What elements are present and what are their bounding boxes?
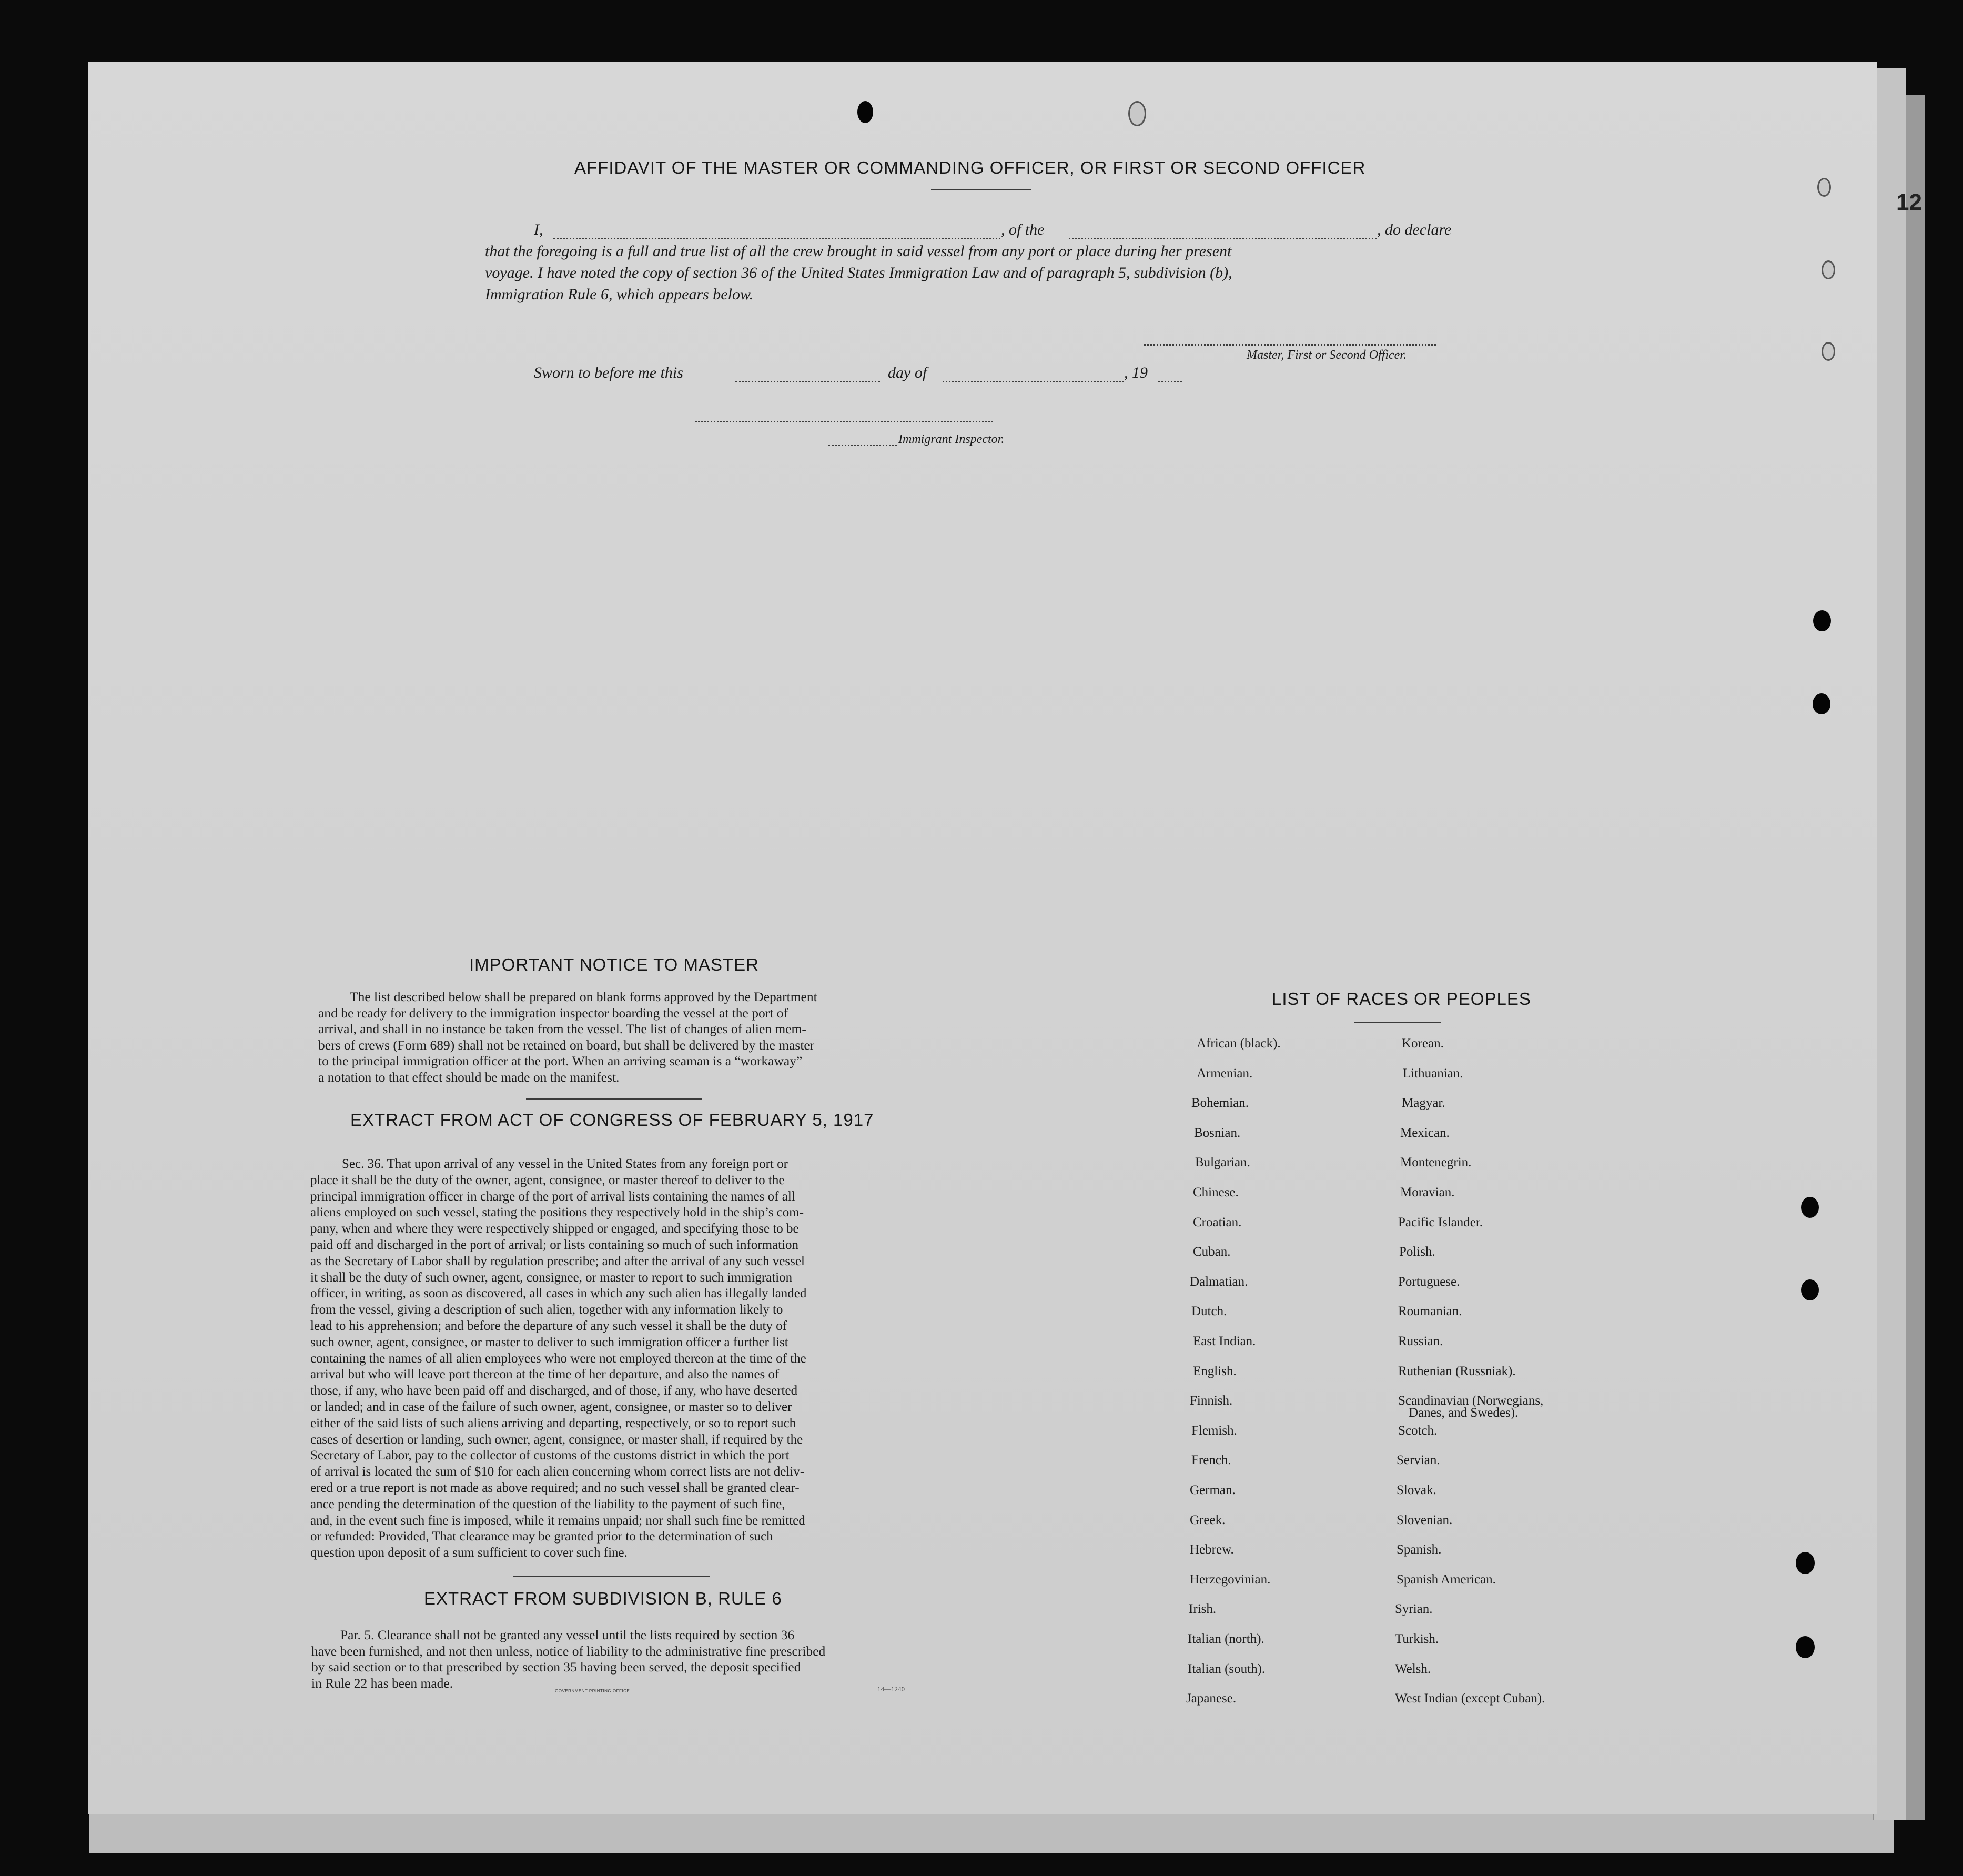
race-item: Greek.	[1190, 1512, 1226, 1527]
race-item: Servian.	[1397, 1453, 1440, 1468]
act-line: from the vessel, giving a description of such alien, together with any information likely to	[310, 1303, 783, 1317]
extract-rule-text	[311, 1627, 911, 1691]
race-item: Slovenian.	[1397, 1512, 1453, 1527]
punch-hole	[1796, 1552, 1815, 1574]
act-line: paid off and discharged in the port of arrival; or lists containing so much of such information	[310, 1237, 799, 1252]
race-item: Hebrew.	[1190, 1542, 1234, 1557]
race-item: Roumanian.	[1398, 1304, 1462, 1319]
rule-line: in Rule 22 has been made.	[311, 1675, 453, 1691]
rule-line: by said section or to that prescribed by section 35 having been served, the deposit specified	[311, 1659, 801, 1675]
sworn-prefix: Sworn to before me this	[534, 364, 683, 381]
race-item: Scandinavian (Norwegians,	[1398, 1394, 1544, 1408]
rule-line: have been furnished, and not then unless, notice of liability to the administrative fine prescribed	[311, 1643, 826, 1659]
race-item: Japanese.	[1186, 1691, 1237, 1706]
race-item: Irish.	[1189, 1602, 1217, 1617]
punch-hole-ring	[1128, 101, 1146, 126]
race-item: Lithuanian.	[1403, 1066, 1463, 1081]
punch-hole	[1813, 693, 1830, 714]
sworn-month-blank	[943, 381, 1124, 382]
notice-line: to the principal immigration officer at the port. When an arriving seaman is a “workaway”	[318, 1053, 803, 1068]
act-line: or landed; and in case of the failure of such owner, agent, consignee, or master so to deliver	[310, 1399, 792, 1414]
act-line: ance pending the determination of the question of the liability to the payment of such fine,	[310, 1497, 785, 1511]
race-item: German.	[1190, 1483, 1236, 1497]
race-item: Armenian.	[1197, 1066, 1253, 1081]
race-item: English.	[1193, 1364, 1237, 1378]
sworn-year: , 19	[1124, 364, 1148, 381]
extract-act-text	[310, 1156, 918, 1561]
punch-hole	[1801, 1197, 1819, 1218]
act-line: place it shall be the duty of the owner, agent, consignee, or master thereof to deliver to the	[310, 1173, 785, 1187]
act-line: aliens employed on such vessel, stating the positions they respectively hold in the ship’s com-	[310, 1205, 804, 1220]
act-line: Sec. 36. That upon arrival of any vessel in the United States from any foreign port or	[342, 1157, 788, 1171]
race-item-continuation: Danes, and Swedes).	[1409, 1406, 1519, 1420]
race-item: Bulgarian.	[1195, 1155, 1250, 1170]
race-item: Portuguese.	[1398, 1274, 1460, 1289]
race-item: Moravian.	[1400, 1185, 1455, 1199]
race-item: Polish.	[1399, 1245, 1435, 1259]
race-item: Spanish.	[1397, 1542, 1442, 1557]
notice-line: arrival, and shall in no instance be taken from the vessel. The list of changes of alien mem-	[318, 1021, 806, 1036]
binding-edge-shadow	[1904, 95, 1925, 1820]
punch-hole	[1801, 1279, 1819, 1300]
act-line: as the Secretary of Labor shall by regulation prescribe; and after the arrival of any such vessel	[310, 1254, 805, 1268]
race-item: Syrian.	[1395, 1602, 1433, 1617]
notice-line: and be ready for delivery to the immigration inspector boarding the vessel at the port of	[318, 1005, 788, 1021]
race-item: Ruthenian (Russniak).	[1398, 1364, 1516, 1378]
race-item: Slovak.	[1397, 1483, 1436, 1497]
race-item: Herzegovinian.	[1190, 1572, 1271, 1587]
section-divider	[513, 1576, 710, 1577]
notice-title: IMPORTANT NOTICE TO MASTER	[469, 955, 760, 974]
race-item: African (black).	[1197, 1036, 1281, 1051]
race-item: Bosnian.	[1194, 1125, 1241, 1140]
race-item: Magyar.	[1402, 1096, 1445, 1111]
race-item: Croatian.	[1193, 1215, 1242, 1229]
race-item: Welsh.	[1395, 1661, 1431, 1676]
race-item: Turkish.	[1395, 1632, 1439, 1646]
sworn-year-blank	[1158, 381, 1182, 382]
act-line: ered or a true report is not made as above required; and no such vessel shall be granted clear-	[310, 1480, 800, 1495]
race-item: West Indian (except Cuban).	[1395, 1691, 1545, 1706]
act-line: either of the said lists of such aliens arriving and departing, respectively, or so to report such	[310, 1416, 796, 1430]
races-title-underline	[1354, 1022, 1441, 1023]
race-item: Montenegrin.	[1400, 1155, 1472, 1170]
race-item: Flemish.	[1191, 1423, 1237, 1438]
act-line: cases of desertion or landing, such owner, agent, consignee, or master shall, if required by the	[310, 1432, 803, 1447]
vessel-name-blank	[1069, 238, 1377, 239]
race-item: Pacific Islander.	[1398, 1215, 1483, 1229]
race-item: Italian (north).	[1188, 1632, 1264, 1646]
notice-line: a notation to that effect should be made on the manifest.	[318, 1069, 620, 1085]
act-line: principal immigration officer in charge of the port of arrival lists containing the names of all	[310, 1189, 795, 1204]
form-number: 14—1240	[877, 1685, 905, 1693]
race-item: Chinese.	[1193, 1185, 1239, 1199]
act-line: such owner, agent, consignee, or master to deliver to such immigration officer a further list	[310, 1335, 788, 1349]
master-signature-line	[1144, 344, 1436, 346]
race-item: Bohemian.	[1191, 1096, 1249, 1111]
affidavit-line-4: Immigration Rule 6, which appears below.	[485, 286, 754, 303]
punch-hole	[1813, 610, 1831, 631]
race-item: Dutch.	[1191, 1304, 1227, 1319]
act-line: of arrival is located the sum of $10 for each alien concerning whom correct lists are not deliv-	[310, 1465, 805, 1479]
punch-hole	[1796, 1636, 1815, 1658]
master-caption: Master, First or Second Officer.	[1247, 348, 1407, 362]
section-divider	[526, 1098, 702, 1100]
race-item: Finnish.	[1190, 1394, 1233, 1408]
act-line: or refunded: Provided, That clearance may be granted prior to the determination of such	[310, 1529, 773, 1544]
affidavit-line-3: voyage. I have noted the copy of section 36 of the United States Immigration Law and of paragraph 5, subdivision (b),	[485, 264, 1232, 281]
race-item: Korean.	[1402, 1036, 1444, 1051]
act-line: those, if any, who have been paid off and discharged, and of those, if any, who have deserted	[310, 1384, 798, 1398]
act-line: pany, when and where they were respectively shipped or engaged, and specifying those to be	[310, 1222, 799, 1236]
punch-hole	[857, 101, 873, 123]
notice-line: The list described below shall be prepared on blank forms approved by the Department	[350, 989, 817, 1004]
act-line: containing the names of all alien employees who were not employed thereon at the time of the	[310, 1351, 806, 1366]
race-item: Russian.	[1398, 1334, 1443, 1348]
extract-act-title: EXTRACT FROM ACT OF CONGRESS OF FEBRUARY 5, 1917	[350, 1110, 874, 1129]
rule-line: Par. 5. Clearance shall not be granted any vessel until the lists required by section 36	[340, 1627, 795, 1642]
affidavit-of-the: , of the	[1001, 221, 1045, 238]
races-title: LIST OF RACES OR PEOPLES	[1272, 989, 1531, 1008]
affidavit-title: AFFIDAVIT OF THE MASTER OR COMMANDING OFFICER, OR FIRST OR SECOND OFFICER	[574, 158, 1366, 177]
act-line: arrival but who will leave port thereon at the time of her departure, and also the names of	[310, 1367, 780, 1382]
act-line: lead to his apprehension; and before the departure of any such vessel it shall be the duty of	[310, 1318, 787, 1333]
race-item: Cuban.	[1193, 1245, 1231, 1259]
inspector-signature-line	[695, 421, 993, 422]
race-item: East Indian.	[1193, 1334, 1256, 1348]
printer-imprint: GOVERNMENT PRINTING OFFICE	[555, 1689, 630, 1693]
inspector-caption: Immigrant Inspector.	[898, 432, 1005, 446]
sworn-day-of: day of	[888, 364, 927, 381]
punch-hole-ring	[1817, 178, 1831, 197]
act-line: it shall be the duty of such owner, agent, consignee, or master to report to such immigration	[310, 1270, 793, 1285]
extract-rule-title: EXTRACT FROM SUBDIVISION B, RULE 6	[424, 1589, 782, 1608]
punch-hole-ring	[1822, 342, 1835, 361]
adjacent-page-edge	[1873, 68, 1906, 1820]
race-item: Italian (south).	[1188, 1661, 1266, 1676]
affidavit-line-2: that the foregoing is a full and true list of all the crew brought in said vessel from any port or place during her present	[485, 243, 1232, 260]
inspector-caption-lead	[828, 445, 897, 446]
race-item: French.	[1191, 1453, 1231, 1468]
race-item: Mexican.	[1400, 1125, 1450, 1140]
act-line: and, in the event such fine is imposed, while it remains unpaid; nor shall such fine be remitted	[310, 1513, 805, 1528]
act-line: question upon deposit of a sum sufficient to cover such fine.	[310, 1546, 628, 1560]
title-underline	[931, 189, 1031, 190]
act-line: officer, in writing, as soon as discovered, all cases in which any such alien has illegally landed	[310, 1286, 807, 1301]
notice-text	[318, 989, 920, 1085]
race-item: Spanish American.	[1397, 1572, 1496, 1587]
sworn-day-blank	[735, 381, 880, 382]
affidavit-i: I,	[534, 221, 543, 238]
race-item: Scotch.	[1398, 1423, 1438, 1438]
affidavit-do-declare: , do declare	[1377, 221, 1452, 238]
master-name-blank	[553, 238, 1000, 239]
page-number: 12	[1896, 189, 1922, 215]
race-item: Dalmatian.	[1190, 1274, 1248, 1289]
punch-hole-ring	[1822, 260, 1835, 279]
notice-line: bers of crews (Form 689) shall not be retained on board, but shall be delivered by the master	[318, 1037, 815, 1053]
act-line: Secretary of Labor, pay to the collector of customs of the customs district in which the port	[310, 1448, 790, 1463]
